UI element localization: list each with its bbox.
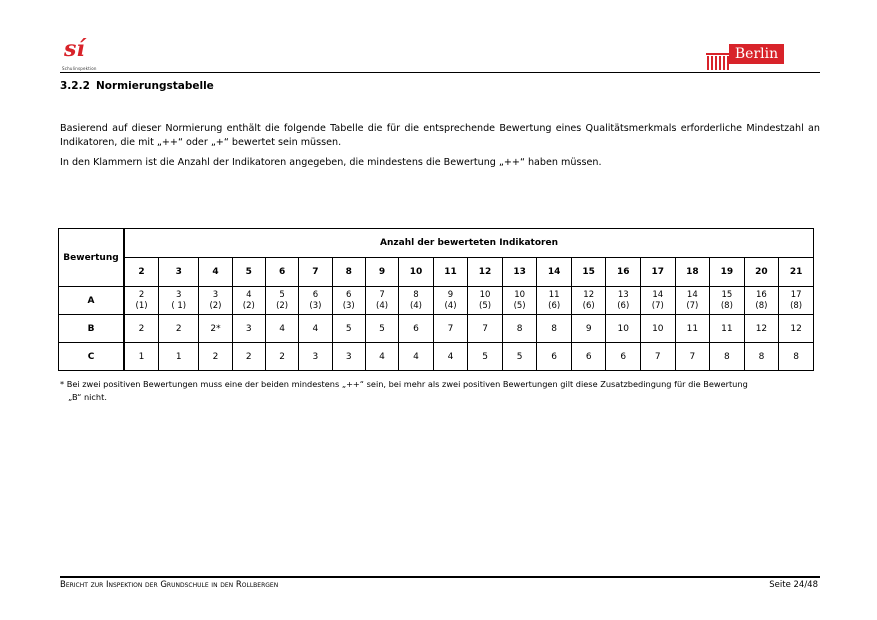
- table-cell: [571, 343, 606, 371]
- cell-value: 6: [620, 351, 627, 362]
- cell-value: 14: [686, 289, 698, 300]
- column-header: 19: [710, 258, 745, 287]
- footnote-line-2: „B“ nicht.: [68, 392, 107, 402]
- cell-value: 15: [721, 289, 733, 300]
- cell-value: 16: [756, 289, 767, 300]
- table-cell: [606, 315, 641, 343]
- cell-value: 11: [686, 323, 699, 334]
- table-cell: [571, 315, 606, 343]
- table-cell: [265, 287, 298, 315]
- cell-value: 10: [652, 323, 664, 334]
- table-cell: [468, 315, 503, 343]
- cell-value: 14: [652, 289, 664, 300]
- row-label: C: [59, 343, 125, 371]
- cell-subvalue: (8): [790, 300, 803, 311]
- cell-value: 10: [479, 289, 491, 300]
- cell-value: 7: [689, 351, 696, 362]
- cell-value: 2: [138, 289, 145, 300]
- cell-value: 8: [413, 289, 419, 300]
- table-cell: [537, 315, 572, 343]
- table-cell: [744, 287, 779, 315]
- cell-subvalue: (4): [409, 300, 422, 311]
- table-cell: [779, 343, 814, 371]
- column-header: 2: [124, 258, 159, 287]
- table-cell: [641, 343, 676, 371]
- section-title: Normierungstabelle: [96, 80, 214, 92]
- berlin-logo: [706, 44, 786, 70]
- table-header-row-1: [59, 229, 814, 258]
- table-cell: [710, 343, 745, 371]
- table-cell: [433, 315, 468, 343]
- cell-subvalue: (6): [582, 300, 595, 311]
- cell-value: 2: [212, 351, 219, 362]
- column-header: 13: [502, 258, 537, 287]
- brackets-paragraph: In den Klammern ist die Anzahl der Indikatoren angegeben, die mindestens die Bewertung „++“ haben müssen.: [60, 157, 602, 168]
- si-logo-subtitle: Schulinspektion: [62, 66, 97, 71]
- table-cell: [744, 315, 779, 343]
- table-cell: [641, 315, 676, 343]
- footer-rule: [60, 576, 820, 578]
- cell-value: 3: [312, 351, 319, 362]
- cell-subvalue: (8): [755, 300, 768, 311]
- table-cell: [124, 287, 159, 315]
- cell-subvalue: (7): [686, 300, 699, 311]
- table-cell: [199, 287, 232, 315]
- table-cell: [641, 287, 676, 315]
- table-cell: [365, 343, 398, 371]
- section-number: 3.2.2: [60, 80, 90, 92]
- table-cell: [265, 343, 298, 371]
- cell-value: 8: [551, 323, 558, 334]
- table-cell: [675, 343, 710, 371]
- cell-value: 7: [482, 323, 488, 334]
- cell-subvalue: (4): [444, 300, 457, 311]
- table-cell: [232, 343, 265, 371]
- footnote-line-1: * Bei zwei positiven Bewertungen muss eine der beiden mindestens „++“ sein, bei mehr als zwei positiven Bewertungen gilt diese Zusatzbedingung für die Bewertung: [60, 379, 748, 389]
- column-header: 18: [675, 258, 710, 287]
- footer-page-number: Seite 24/48: [769, 580, 818, 590]
- cell-value: 6: [551, 351, 558, 362]
- footnote: [60, 378, 816, 404]
- table-cell: [159, 343, 199, 371]
- cell-value: 8: [758, 351, 765, 362]
- table-cell: [502, 287, 537, 315]
- table-cell: [399, 287, 434, 315]
- column-header: 21: [779, 258, 814, 287]
- table-cell: [199, 343, 232, 371]
- cell-value: 2: [138, 323, 145, 334]
- table-cell: [199, 315, 232, 343]
- cell-value: 5: [379, 323, 385, 334]
- table-cell: [232, 287, 265, 315]
- cell-subvalue: ( 1): [171, 300, 187, 311]
- column-header: 20: [744, 258, 779, 287]
- table-cell: [232, 315, 265, 343]
- cell-subvalue: (4): [376, 300, 389, 311]
- cell-subvalue: (3): [342, 300, 355, 311]
- normierungstabelle: [58, 228, 814, 371]
- cell-value: 3: [175, 289, 182, 300]
- table-cell: [332, 343, 365, 371]
- column-header: 4: [199, 258, 232, 287]
- table-cell: [124, 343, 159, 371]
- table-cell: [779, 315, 814, 343]
- table-cell: [159, 315, 199, 343]
- table-cell: [332, 315, 365, 343]
- column-header: 17: [641, 258, 676, 287]
- cell-value: 11: [721, 323, 733, 334]
- row-label: B: [59, 315, 125, 343]
- table-cell: [606, 287, 641, 315]
- table-cell: [365, 287, 398, 315]
- column-header: 15: [571, 258, 606, 287]
- column-header: 9: [365, 258, 398, 287]
- table-cell: [537, 287, 572, 315]
- cell-subvalue: (1): [135, 300, 148, 311]
- table-cell: [744, 343, 779, 371]
- cell-value: 11: [548, 289, 560, 300]
- cell-value: 6: [585, 351, 592, 362]
- table-cell: [468, 287, 503, 315]
- cell-value: 3: [345, 351, 352, 362]
- table-cell: [502, 343, 537, 371]
- cell-value: 8: [516, 323, 523, 334]
- table-row: [59, 315, 814, 343]
- table-cell: [606, 343, 641, 371]
- table-cell: [299, 315, 332, 343]
- intro-paragraph: Basierend auf dieser Normierung enthält die folgende Tabelle die für die entsprechende Bewertung eines Qualitätsmerkmals erforderliche Mindestzahl an Indikatoren, die mit „++“ oder „+“ bewertet sein müssen.: [60, 123, 820, 148]
- cell-value: 4: [312, 323, 319, 334]
- cell-subvalue: (7): [651, 300, 664, 311]
- table-header-row-2: [59, 258, 814, 287]
- cell-subvalue: (8): [720, 300, 733, 311]
- cell-subvalue: (2): [209, 300, 222, 311]
- table-cell: [710, 315, 745, 343]
- cell-value: 4: [246, 289, 252, 300]
- cell-value: 8: [724, 351, 730, 362]
- table-cell: [468, 343, 503, 371]
- table-cell: [433, 287, 468, 315]
- cell-subvalue: (6): [548, 300, 561, 311]
- cell-value: 9: [447, 289, 454, 300]
- cell-value: 12: [755, 323, 768, 334]
- cell-value: 2: [175, 323, 182, 334]
- table-cell: [332, 287, 365, 315]
- schulinspektion-logo: [62, 36, 98, 70]
- table-cell: [399, 315, 434, 343]
- header-rule: [60, 72, 820, 73]
- cell-value: 1: [175, 351, 182, 362]
- cell-value: 8: [793, 351, 799, 362]
- table-cell: [124, 315, 159, 343]
- table-cell: [299, 287, 332, 315]
- cell-subvalue: (3): [309, 300, 322, 311]
- cell-value: 2*: [210, 323, 221, 334]
- cell-value: 5: [345, 323, 352, 334]
- cell-value: 2: [279, 351, 285, 362]
- table-cell: [502, 315, 537, 343]
- table-cell: [433, 343, 468, 371]
- column-header: 6: [265, 258, 298, 287]
- column-header: 12: [468, 258, 503, 287]
- cell-subvalue: (6): [617, 300, 630, 311]
- cell-value: 6: [413, 323, 419, 334]
- cell-value: 5: [482, 351, 488, 362]
- table-cell: [159, 287, 199, 315]
- cell-value: 4: [413, 351, 419, 362]
- column-header: 16: [606, 258, 641, 287]
- row-header-label: Bewertung: [59, 229, 125, 287]
- cell-value: 4: [279, 323, 285, 334]
- cell-subvalue: (2): [242, 300, 255, 311]
- cell-subvalue: (5): [479, 300, 492, 311]
- cell-value: 9: [585, 323, 592, 334]
- table-cell: [537, 343, 572, 371]
- cell-value: 3: [212, 289, 219, 300]
- si-logo-mark: sí: [64, 36, 85, 62]
- table-cell: [399, 343, 434, 371]
- column-header: 5: [232, 258, 265, 287]
- table-row: [59, 287, 814, 315]
- cell-value: 10: [514, 289, 526, 300]
- table-cell: [675, 287, 710, 315]
- table-cell: [571, 287, 606, 315]
- cell-value: 5: [279, 289, 285, 300]
- cell-value: 5: [516, 351, 523, 362]
- cell-value: 6: [346, 289, 352, 300]
- column-header: 14: [537, 258, 572, 287]
- table-row: [59, 343, 814, 371]
- footer-report-title: Bericht zur Inspektion der Grundschule in den Rollbergen: [60, 580, 279, 590]
- table-cell: [710, 287, 745, 315]
- cell-value: 17: [790, 289, 802, 300]
- row-label: A: [59, 287, 125, 315]
- cell-value: 1: [138, 351, 145, 362]
- column-header: 3: [159, 258, 199, 287]
- section-heading: [60, 80, 214, 92]
- cell-value: 2: [245, 351, 252, 362]
- cell-value: 3: [245, 323, 252, 334]
- group-header: Anzahl der bewerteten Indikatoren: [124, 229, 814, 258]
- table-cell: [265, 315, 298, 343]
- column-header: 8: [332, 258, 365, 287]
- table-cell: [779, 287, 814, 315]
- cell-value: 4: [447, 351, 454, 362]
- cell-value: 7: [447, 323, 454, 334]
- table-cell: [365, 315, 398, 343]
- table-cell: [299, 343, 332, 371]
- cell-value: 7: [379, 289, 385, 300]
- berlin-wordmark: Berlin: [729, 44, 784, 64]
- cell-value: 6: [312, 289, 319, 300]
- cell-value: 4: [379, 351, 385, 362]
- cell-value: 7: [654, 351, 661, 362]
- cell-value: 10: [617, 323, 629, 334]
- column-header: 11: [433, 258, 468, 287]
- table-cell: [675, 315, 710, 343]
- column-header: 7: [299, 258, 332, 287]
- cell-value: 13: [617, 289, 629, 300]
- cell-subvalue: (5): [513, 300, 526, 311]
- column-header: 10: [399, 258, 434, 287]
- cell-value: 12: [583, 289, 595, 300]
- cell-value: 12: [790, 323, 802, 334]
- cell-subvalue: (2): [276, 300, 289, 311]
